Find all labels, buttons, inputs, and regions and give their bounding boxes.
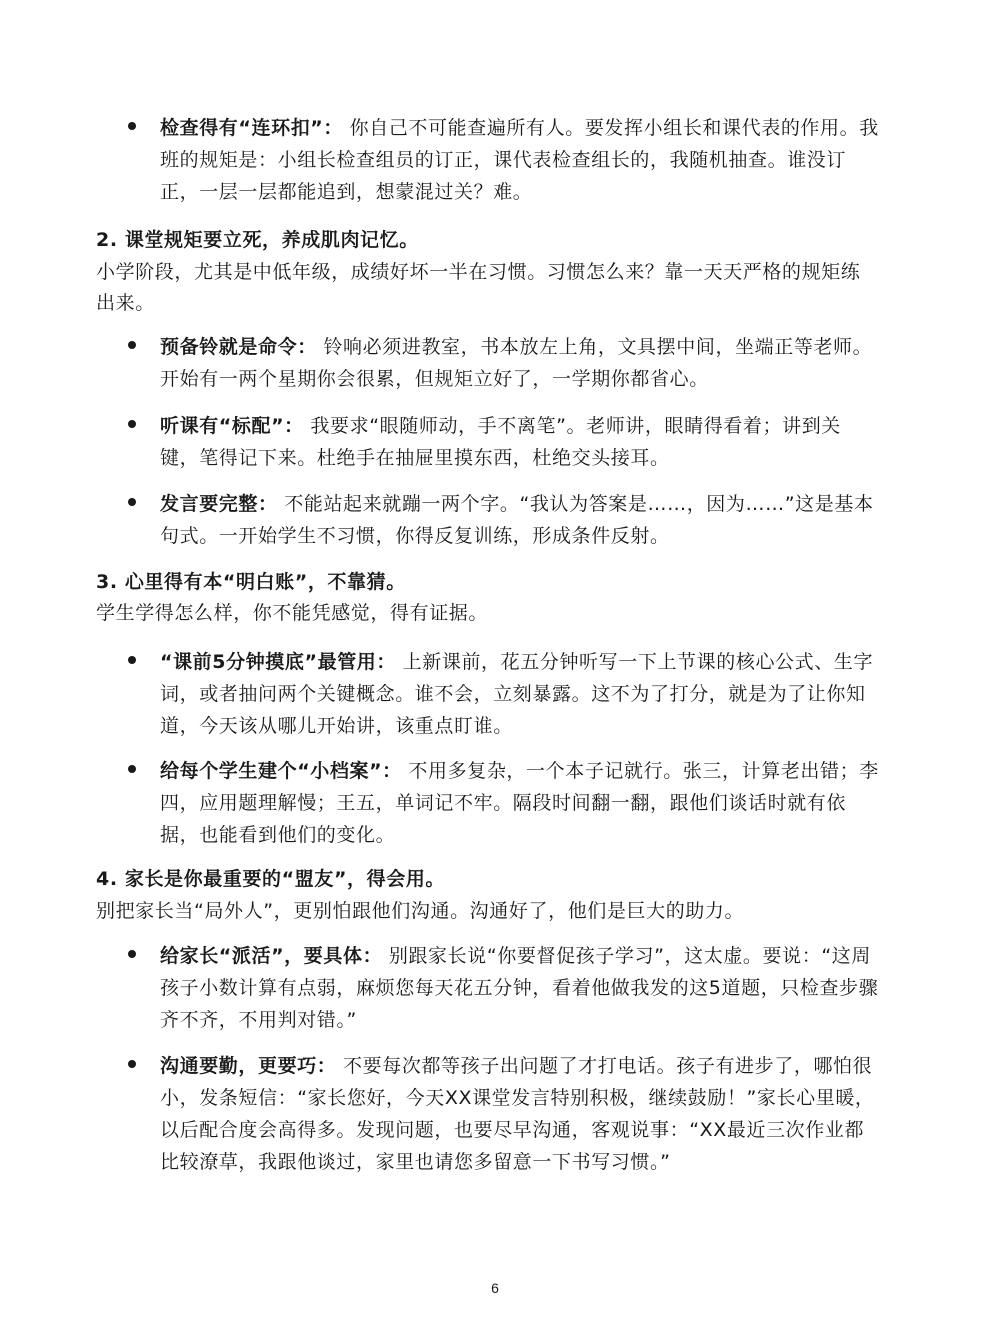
bullet-dot-icon [128,656,136,664]
bullet-body: 我要求“眼随师动，手不离笔”。老师讲，眼睛得看着；讲到关键，笔得记下来。杜绝手在抽屉里摸东西，杜绝交头接耳。 [160,415,841,469]
bullet-text [160,1050,880,1178]
bullet-dot-icon [128,1060,136,1068]
bullet-text [160,410,880,474]
bullet-body: 不能站起来就蹦一两个字。“我认为答案是……，因为……”这是基本句式。一开始学生不习惯，你得反复训练，形成条件反射。 [160,493,874,547]
bullet-body: 不要每次都等孩子出问题了才打电话。孩子有进步了，哪怕很小，发条短信：“家长您好，今天XX课堂发言特别积极，继续鼓励！”家长心里暖，以后配合度会高得多。发现问题，也要尽早沟通，客观说事：“XX最近三次作业都比较潦草，我跟他谈过，家里也请您多留意一下书写习惯。” [160,1055,875,1173]
bullet-item-student-file [120,755,880,851]
bullet-dot-icon [128,122,136,130]
bullet-text [160,488,880,552]
bullet-lead: 检查得有“连环扣”： [160,117,343,139]
bullet-item-chain-check [120,112,880,208]
page-number: 6 [491,1280,499,1296]
bullet-body: 不用多复杂，一个本子记就行。张三，计算老出错；李四，应用题理解慢；王五，单词记不牢。隔段时间翻一翻，跟他们谈话时就有依据，也能看到他们的变化。 [160,760,879,846]
bullet-lead: 发言要完整： [160,493,278,515]
bullet-body: 别跟家长说“你要督促孩子学习”，这太虚。要说：“这周孩子小数计算有点弱，麻烦您每天花五分钟，看着他做我发的这5道题，只检查步骤齐不齐，不用判对错。” [160,945,879,1031]
bullet-lead: 给家长“派活”，要具体： [160,945,383,967]
section-heading-2: 2. 课堂规矩要立死，养成肌肉记忆。 [96,229,419,251]
bullet-text [160,940,880,1036]
bullet-lead: 预备铃就是命令： [160,336,317,358]
bullet-dot-icon [128,341,136,349]
bullet-text [160,331,880,395]
bullet-body: 上新课前，花五分钟听写一下上节课的核心公式、生字词，或者抽问两个关键概念。谁不会，立刻暴露。这不为了打分，就是为了让你知道，今天该从哪儿开始讲，该重点盯谁。 [160,651,874,737]
bullet-item-parent-task [120,940,880,1036]
bullet-item-listening [120,410,880,474]
bullet-item-bell [120,331,880,395]
bullet-dot-icon [128,420,136,428]
bullet-text [160,755,880,851]
bullet-item-pretest [120,646,880,742]
section-heading-4: 4. 家长是你最重要的“盟友”，得会用。 [96,868,446,890]
bullet-lead: “课前5分钟摸底”最管用： [160,651,396,673]
bullet-dot-icon [128,950,136,958]
bullet-item-communication [120,1050,880,1178]
bullet-lead: 听课有“标配”： [160,415,304,437]
bullet-item-speaking [120,488,880,552]
bullet-text [160,646,880,742]
bullet-body: 铃响必须进教室，书本放左上角，文具摆中间，坐端正等老师。开始有一两个星期你会很累，但规矩立好了，一学期你都省心。 [160,336,873,390]
bullet-lead: 沟通要勤，更要巧： [160,1055,337,1077]
section-intro-3: 学生学得怎么样，你不能凭感觉，得有证据。 [96,602,489,624]
bullet-text [160,112,880,208]
section-intro-4: 别把家长当“局外人”，更别怕跟他们沟通。沟通好了，他们是巨大的助力。 [96,900,745,922]
bullet-dot-icon [128,498,136,506]
bullet-lead: 给每个学生建个“小档案”： [160,760,402,782]
section-heading-3: 3. 心里得有本“明白账”，不靠猜。 [96,571,406,593]
bullet-body: 你自己不可能查遍所有人。要发挥小组长和课代表的作用。我班的规矩是：小组长检查组员的订正，课代表检查组长的，我随机抽查。谁没订正，一层一层都能追到，想蒙混过关？难。 [160,117,879,203]
section-intro-2: 小学阶段，尤其是中低年级，成绩好坏一半在习惯。习惯怎么来？靠一天天严格的规矩练出来。 [96,261,861,314]
bullet-dot-icon [128,765,136,773]
